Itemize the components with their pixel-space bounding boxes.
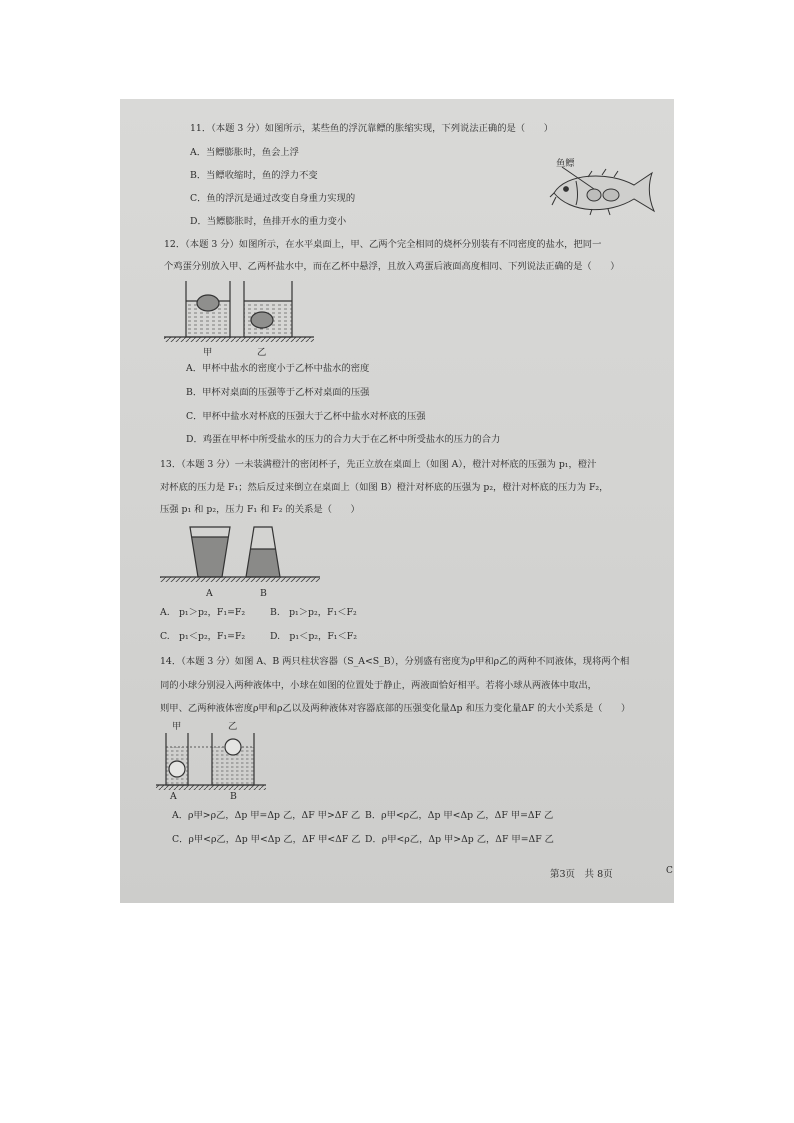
q13-stem-line3: 压强 p₁ 和 p₂，压力 F₁ 和 F₂ 的关系是（ ） — [160, 504, 360, 515]
q13-stem-line2: 对杯底的压力是 F₁；然后反过来倒立在桌面上（如图 B）橙汁对杯底的压强为 p₂，橙汁对杯底的压力为 F₂， — [160, 482, 609, 493]
cylinders-balls-figure — [156, 733, 266, 795]
q12-option-d: D．鸡蛋在甲杯中所受盐水的压力的合力大于在乙杯中所受盐水的压力的合力 — [186, 434, 501, 445]
q14-option-b: B．ρ甲<ρ乙，Δp 甲<Δp 乙，ΔF 甲=ΔF 乙 — [365, 810, 554, 821]
q13-option-a: A. p₁＞p₂，F₁=F₂ — [160, 607, 246, 618]
page-number: 第3页 共 8页 — [550, 869, 613, 880]
q14-stem-line1: 14．（本题 3 分）如图 A、B 两只柱状容器（S_A<S_B），分别盛有密度为ρ甲和ρ乙的两种不同液体，现将两个相 — [160, 656, 630, 667]
q13-label-a: A — [206, 588, 213, 599]
q13-option-b: B. p₁＞p₂，F₁＜F₂ — [270, 607, 357, 618]
q11-option-b: B．当鳔收缩时，鱼的浮力不变 — [190, 170, 318, 181]
q14-stem-line3: 则甲、乙两种液体密度ρ甲和ρ乙以及两种液体对容器底部的压强变化量Δp 和压力变化量ΔF 的大小关系是（ ） — [160, 703, 631, 714]
q11-stem: 11．（本题 3 分）如图所示，某些鱼的浮沉靠鳔的胀缩实现，下列说法正确的是（ ） — [190, 123, 553, 134]
fish-bladder-label: 鱼鳔 — [556, 158, 575, 169]
q14-label-yi: 乙 — [228, 721, 238, 732]
q14-stem-line2: 同的小球分别浸入两种液体中，小球在如图的位置处于静止，两液面恰好相平。若将小球从两液体中取出， — [160, 680, 597, 691]
q14-label-jia: 甲 — [172, 721, 182, 732]
q14-label-b: B — [230, 791, 237, 802]
q11-option-a: A．当鳔膨胀时，鱼会上浮 — [190, 147, 299, 158]
q12-option-c: C．甲杯中盐水对杯底的压强大于乙杯中盐水对杯底的压强 — [186, 411, 426, 422]
q13-option-d: D. p₁＜p₂，F₁＜F₂ — [270, 631, 357, 642]
q12-stem-line1: 12．（本题 3 分）如图所示，在水平桌面上，甲、乙两个完全相同的烧杯分别装有不同密度的盐水，把同一 — [164, 239, 602, 250]
q14-option-d: D．ρ甲<ρ乙，Δp 甲>Δp 乙，ΔF 甲=ΔF 乙 — [365, 834, 554, 845]
fish-figure — [548, 167, 668, 217]
q14-option-a: A．ρ甲>ρ乙，Δp 甲=Δp 乙，ΔF 甲>ΔF 乙 — [172, 810, 361, 821]
q12-stem-line2: 个鸡蛋分别放入甲、乙两杯盐水中，而在乙杯中悬浮，且放入鸡蛋后液面高度相同、下列说法正确的是（ ） — [164, 261, 620, 272]
beakers-egg-figure — [164, 279, 314, 349]
exam-page — [120, 99, 674, 903]
q11-option-d: D．当鳔膨胀时，鱼排开水的重力变小 — [190, 216, 347, 227]
q13-stem-line1: 13．（本题 3 分）一未装满橙汁的密闭杯子，先正立放在桌面上（如图 A），橙汁对杯底的压强为 p₁，橙汁 — [160, 459, 597, 470]
juice-cups-figure — [160, 523, 320, 588]
q12-label-yi: 乙 — [257, 347, 267, 358]
q11-option-c: C．鱼的浮沉是通过改变自身重力实现的 — [190, 193, 356, 204]
q12-option-a: A．甲杯中盐水的密度小于乙杯中盐水的密度 — [186, 363, 370, 374]
q14-label-a: A — [170, 791, 177, 802]
q12-label-jia: 甲 — [203, 347, 213, 358]
q12-option-b: B．甲杯对桌面的压强等于乙杯对桌面的压强 — [186, 387, 370, 398]
q13-label-b: B — [260, 588, 267, 599]
corner-mark: C — [666, 866, 673, 876]
q14-option-c: C．ρ甲<ρ乙，Δp 甲<Δp 乙，ΔF 甲<ΔF 乙 — [172, 834, 361, 845]
q13-option-c: C. p₁＜p₂，F₁=F₂ — [160, 631, 246, 642]
